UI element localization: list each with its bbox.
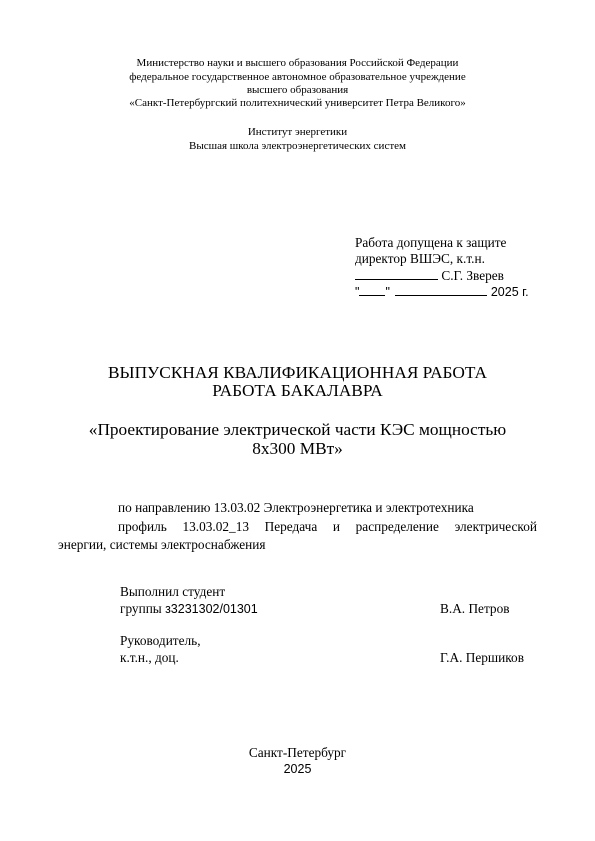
profile-word: электрической <box>454 519 537 534</box>
school-name: Высшая школа электроэнергетических систем <box>189 140 406 152</box>
degree-type: РАБОТА БАКАЛАВРА <box>212 381 383 400</box>
student-group <box>120 602 258 616</box>
ministry-line: Министерство науки и высшего образования Российской Федерации <box>136 57 459 69</box>
profile-line <box>118 520 537 533</box>
profile-line-continuation: энергии, системы электроснабжения <box>58 537 266 552</box>
thesis-topic-line1: «Проектирование электрической части КЭС мощностью <box>88 420 507 439</box>
document-type: ВЫПУСКНАЯ КВАЛИФИКАЦИОННАЯ РАБОТА <box>107 363 488 382</box>
supervisor-degree: к.т.н., доц. <box>120 650 179 665</box>
approver-name: С.Г. Зверев <box>441 268 504 283</box>
education-level-line: высшего образования <box>246 84 349 96</box>
institute-name: Институт энергетики <box>247 126 348 138</box>
approval-year: 2025 г. <box>490 285 529 299</box>
group-label: группы <box>120 601 162 616</box>
profile-word: профиль <box>118 519 167 534</box>
group-number: з3231302/01301 <box>165 602 258 616</box>
student-label: Выполнил студент <box>120 584 226 599</box>
month-blank <box>395 284 487 296</box>
supervisor-name: Г.А. Першиков <box>440 650 524 665</box>
city: Санкт-Петербург <box>248 745 347 760</box>
date-quote-open: " <box>355 285 360 299</box>
approval-line: Работа допущена к защите <box>355 235 507 250</box>
profile-word: Передача <box>264 519 318 534</box>
thesis-topic-line2: 8х300 МВт» <box>252 439 343 458</box>
profile-word: 13.03.02_13 <box>182 519 249 534</box>
profile-word: распределение <box>355 519 439 534</box>
student-name: В.А. Петров <box>440 601 510 616</box>
signature-blank <box>355 268 438 280</box>
approver-title: директор ВШЭС, к.т.н. <box>355 251 485 266</box>
approval-date <box>355 284 529 299</box>
profile-word: и <box>332 519 340 534</box>
year: 2025 <box>283 762 312 776</box>
day-blank <box>359 284 385 296</box>
direction-line: по направлению 13.03.02 Электроэнергетика и электротехника <box>118 500 474 515</box>
university-name: «Санкт-Петербургский политехнический университет Петра Великого» <box>129 97 466 109</box>
approver-signature <box>355 268 504 282</box>
institution-type-line: федеральное государственное автономное образовательное учреждение <box>129 71 466 83</box>
supervisor-label: Руководитель, <box>120 633 201 648</box>
date-quote-close: " <box>385 285 390 299</box>
